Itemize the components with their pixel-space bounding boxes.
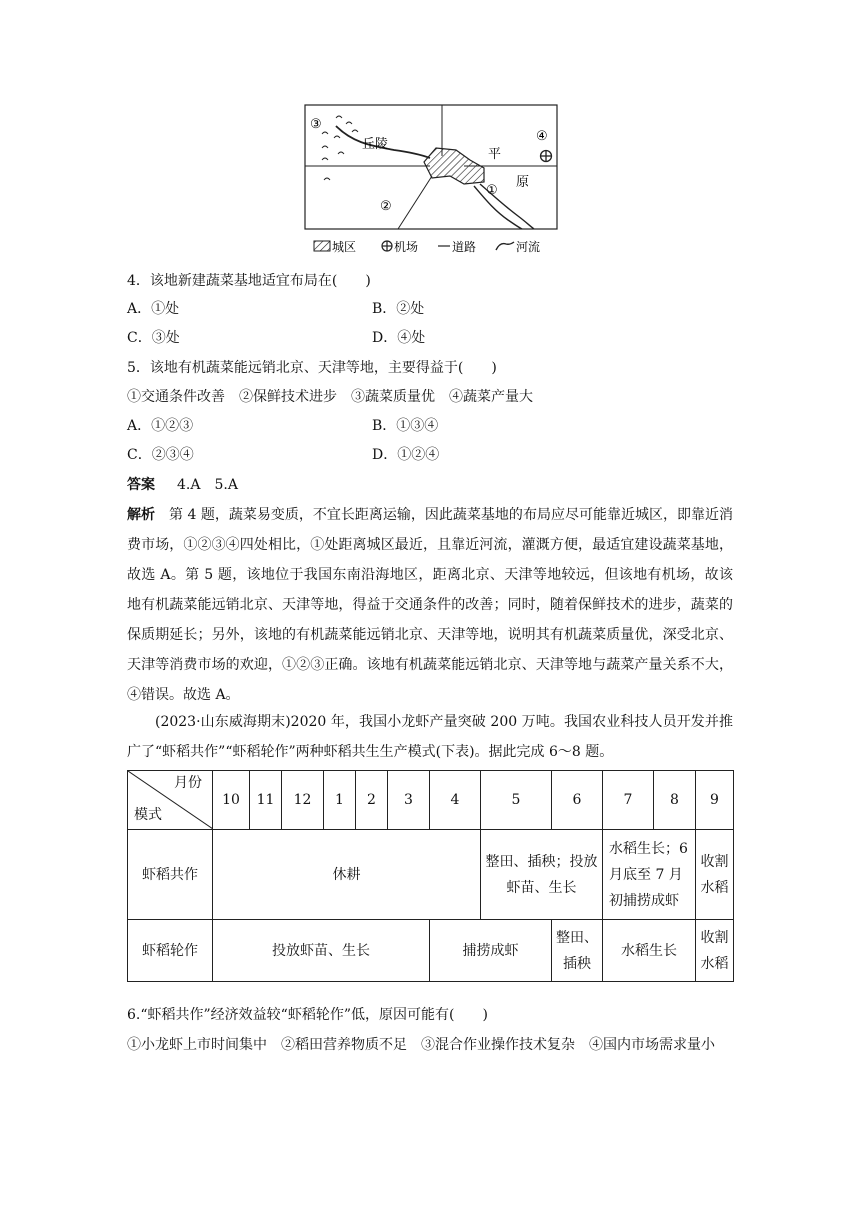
- row2-grow: 水稻生长: [603, 920, 696, 982]
- row2-mode: 虾稻轮作: [128, 920, 213, 982]
- table-row-rotation: [128, 920, 734, 982]
- q5-items: ①交通条件改善 ②保鲜技术进步 ③蔬菜质量优 ④蔬菜产量大: [127, 389, 533, 405]
- analysis-text: 第 4 题，蔬菜易变质，不宜长距离运输，因此蔬菜基地的布局应尽可能靠近城区，即靠近消费市场，①②③④四处相比，①处距离城区最近，且靠近河流，灌溉方便，最适宜建设蔬菜基地，故选 A。第 5 题，该地位于我国东南沿海地区，距离北京、天津等地较远，但该地有机场，故该地有机蔬菜能远销北京、天津等地，得益于交通条件的改善；同时，随着保鲜技术的进步，蔬菜的保质期延长；另外，该地的有机蔬菜能远销北京、天津等地，说明其有机蔬菜质量优，深受北京、天津等消费市场的欢迎，①②③正确。该地有机蔬菜能远销北京、天津等地与蔬菜产量关系不大，④错误。故选 A。: [127, 507, 733, 703]
- row2-catch: 捕捞成虾: [430, 920, 552, 982]
- plain-label-1: 平: [488, 147, 502, 162]
- row1-prep: 整田、插秧；投放虾苗、生长: [481, 830, 603, 920]
- q5-stem: 5．该地有机蔬菜能远销北京、天津等地，主要得益于( ): [127, 360, 497, 376]
- legend-airport: 机场: [394, 240, 419, 254]
- month-cell: 3: [388, 771, 430, 830]
- hills-label: 丘陵: [362, 137, 389, 152]
- q6-stem: 6.“虾稻共作”经济效益较“虾稻轮作”低，原因可能有( ): [127, 1007, 488, 1023]
- row1-mode: 虾稻共作: [128, 830, 213, 920]
- map-svg: [304, 104, 560, 260]
- analysis-paragraph: [127, 500, 733, 710]
- month-cell: 12: [282, 771, 324, 830]
- plain-label-2: 原: [516, 175, 530, 190]
- schedule-table: [127, 770, 734, 982]
- q5-option-d: D．①②④: [372, 447, 440, 463]
- row2-harvest: 收割水稻: [696, 920, 734, 982]
- legend-river-swatch: [496, 242, 514, 250]
- q4-option-a: A．①处: [127, 301, 180, 317]
- row2-prep: 整田、插秧: [552, 920, 603, 982]
- month-cell: 9: [696, 771, 734, 830]
- row1-grow: 水稻生长；6月底至 7 月初捕捞成虾: [603, 830, 696, 920]
- row1-rest: 休耕: [213, 830, 481, 920]
- answer-label: 答案: [127, 477, 155, 493]
- month-cell: 7: [603, 771, 654, 830]
- point-3-label: ③: [310, 117, 322, 132]
- map-figure: [304, 104, 560, 260]
- q5-option-a: A．①②③: [127, 418, 194, 434]
- answer-text: 4.A 5.A: [177, 477, 238, 493]
- point-2-label: ②: [380, 199, 392, 214]
- river-lower-b: [474, 186, 522, 229]
- q5-option-c: C．②③④: [127, 447, 194, 463]
- month-cell: 5: [481, 771, 552, 830]
- city-area: [424, 148, 484, 184]
- q4-option-c: C．③处: [127, 330, 180, 346]
- month-cell: 10: [213, 771, 250, 830]
- legend-river: 河流: [516, 240, 541, 254]
- table-row-co-culture: [128, 830, 734, 920]
- q6-items: ①小龙虾上市时间集中 ②稻田营养物质不足 ③混合作业操作技术复杂 ④国内市场需求量小: [127, 1037, 715, 1053]
- road-southwest: [398, 176, 432, 229]
- month-cell: 8: [654, 771, 696, 830]
- map-legend: [314, 239, 540, 254]
- hill-symbols: [322, 116, 358, 180]
- month-cell: 4: [430, 771, 481, 830]
- q4-option-d: D．④处: [372, 330, 426, 346]
- header-diagonal-cell: [128, 771, 213, 830]
- row1-harvest: 收割水稻: [696, 830, 734, 920]
- q4-option-b: B．②处: [372, 301, 425, 317]
- header-mode: 模式: [134, 807, 162, 823]
- answer-line: [127, 475, 238, 495]
- row2-stock: 投放虾苗、生长: [213, 920, 430, 982]
- point-4-label: ④: [536, 129, 548, 144]
- header-month: 月份: [174, 775, 202, 791]
- month-cell: 11: [250, 771, 282, 830]
- q4-stem: 4．该地新建蔬菜基地适宜布局在( ): [127, 273, 371, 289]
- legend-city: 城区: [332, 240, 357, 254]
- analysis-label: 解析: [127, 507, 156, 523]
- legend-city-swatch: [314, 241, 330, 251]
- point-1-label: ①: [486, 183, 498, 198]
- month-cell: 6: [552, 771, 603, 830]
- q5-option-b: B．①③④: [372, 418, 439, 434]
- legend-road: 道路: [452, 240, 477, 254]
- intro-paragraph: (2023·山东威海期末)2020 年，我国小龙虾产量突破 200 万吨。我国农业科技人员开发并推广了“虾稻共作”“虾稻轮作”两种虾稻共生生产模式(下表)。据此完成 6～8 题。: [127, 714, 733, 760]
- month-cell: 2: [356, 771, 388, 830]
- table-header-row: [128, 771, 734, 830]
- month-cell: 1: [324, 771, 356, 830]
